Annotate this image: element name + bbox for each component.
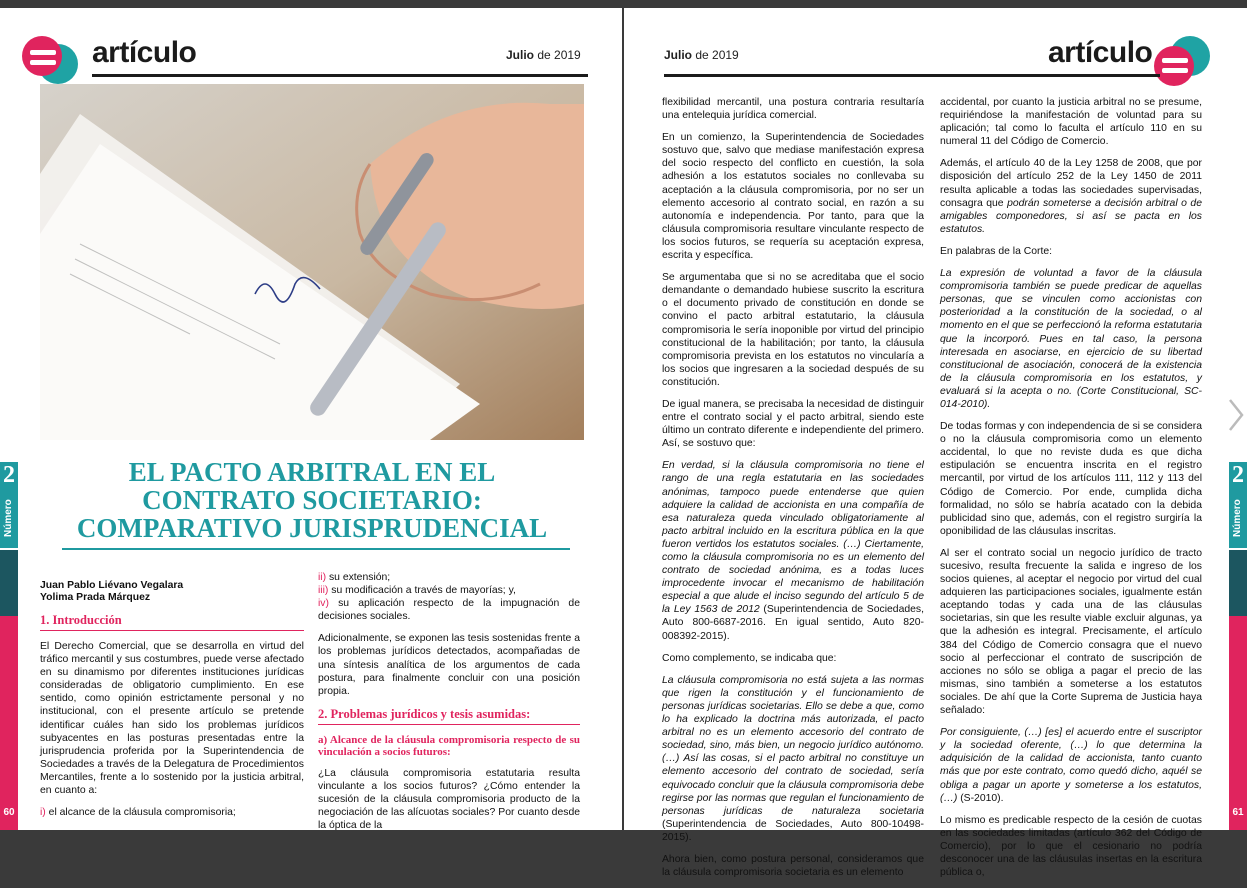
brand-name: artículo: [92, 36, 197, 69]
text-column-2: [318, 571, 580, 841]
list-item: iv) su aplicación respecto de la impugnación de decisiones sociales.: [318, 598, 580, 623]
side-band: [1229, 616, 1247, 830]
list-item: iii) su modificación a través de mayorías; y,: [318, 585, 516, 597]
paragraph: De igual manera, se precisaba la necesidad de distinguir entre el contrato social y el pacto arbitral, siendo este último un contrato diferente e independiente del primero. Así, se sostuvo que:: [662, 398, 924, 450]
quote: En verdad, si la cláusula compromisoria no tiene el rango de una regla estatutaria en las sociedades anónimas, tampoco puede entenderse que quien adquiere la calidad de accionista en una compañía de esa naturaleza queda vinculado obligatoriamente al pacto arbitral incluido en la escritura pública en la que fueron vertidos los estatutos sociales. (…) Ciertamente, como la cláusula compromisoria no es un elemento del contrato de sociedad anónima, es a todas luces improcedente invocar el mecanismo de habilitación especial a que alude el inciso segundo del artículo 5 de la Ley 1563 de 2012 (Superintendencia de Sociedades, Auto 800-6687-2016. En igual sentido, Auto 820-008392-2015).: [662, 460, 924, 642]
paragraph: En palabras de la Corte:: [940, 245, 1053, 257]
issue-label: Número: [1229, 488, 1247, 548]
page-number: 60: [3, 807, 15, 818]
quote: La cláusula compromisoria no está sujeta a las normas que rigen la constitución y el funcionamiento de personas jurídicas societarias. Ello se debe a que, como lo ha explicado la doctrina más autorizada, el pacto arbitral no es un elemento accesorio del contrato de sociedad, sino, más bien, un negocio jurídico autónomo. (…) Así las cosas, si el pacto arbitral no constituye un elemento accesorio del contrato de sociedad, sería equivocado concluir que la cláusula compromisoria debe regirse por las normas que regulan el funcionamiento de personas jurídicas de naturaleza societaria (Superintendencia de Sociedades, Auto 800-10498-2015).: [662, 674, 924, 843]
paragraph: Ahora bien, como postura personal, consideramos que la cláusula compromisoria societaria es un elemento: [662, 853, 924, 879]
left-page: [0, 8, 622, 830]
paragraph: En un comienzo, la Superintendencia de Sociedades sostuvo que, salvo que mediase manifestación expresa del socio respecto del conflicto en cuestión, la sola adhesión a los estatutos sociales no conllevaba su aceptación a la cláusula compromisoria, por no ser un elemento accesorio al contrato social, en razón a su autonomía e independencia. Por tanto, para que la cláusula compromisoria resultare vinculante respecto de los socios futuros, se requería su aceptación expresa, escrita y específica.: [662, 132, 924, 262]
chevron-right-icon[interactable]: [1228, 398, 1244, 432]
section-heading: 2. Problemas jurídicos y tesis asumidas:: [318, 707, 580, 725]
issue-number: 2: [0, 462, 18, 488]
issue-label: Número: [0, 488, 18, 548]
quote: Por consiguiente, (…) [es] el acuerdo entre el suscriptor y la sociedad oferente, (…) lo que determina la adquisición de la calidad de accionista, tanto cuanto más que por este contrato, como quedó dicho, aquél se obliga a pagar un aporte y someterse a los estatutos, (…) (S-2010).: [940, 727, 1202, 804]
side-band: [0, 550, 18, 616]
paragraph: flexibilidad mercantil, una postura contraria resultaría una entelequia jurídica comercial.: [662, 97, 924, 122]
list-item: i) el alcance de la cláusula compromisoria;: [40, 807, 236, 819]
subsection-heading: a) Alcance de la cláusula compromisoria respecto de su vinculación a socios futuros:: [318, 733, 580, 758]
article-title: EL PACTO ARBITRAL EN EL CONTRATO SOCIETARIO: COMPARATIVO JURISPRUDENCIAL: [76, 457, 548, 543]
issue-tab: [0, 462, 18, 548]
author-name: Yolima Prada Márquez: [40, 592, 151, 603]
issue-number: 2: [1229, 462, 1247, 488]
side-band: [0, 616, 18, 830]
quote: La expresión de voluntad a favor de la cláusula compromisoria también se puede predicar de aquellas personas, que se vinculen como accionistas con posterioridad a la constitución de la sociedad, o al momento en el que se perfeccionó la reforma estatutaria que la incorporó. Pues en tal caso, la persona interesada en asociarse, en ejercicio de su libertad constitucional de asociación, conocerá de la existencia de la cláusula compromisoria en los estatutos, y evaluará si la acepta o no. (Corte Constitucional, SC-014-2010).: [940, 268, 1202, 410]
text-column-3: [662, 96, 924, 888]
text-column-4: [940, 96, 1202, 888]
list-item: ii) su extensión;: [318, 572, 391, 583]
title-rule: [62, 548, 570, 550]
paragraph: Al ser el contrato social un negocio jurídico de tracto sucesivo, resulta frecuente la salida e ingreso de los socios quienes, al aceptar el negocio por virtud del cual adquieren las participaciones sociales, igualmente están aceptando todas y cada una de las cláusulas societarias, sin que les resulte viable excluir algunas, ya que la adhesión es integral. Precisamente, el artículo 384 del Código de Comercio consagra que el nuevo socio al perfeccionar el contrato de suscripción de acciones no sólo se obliga a pagar el precio de las mismas, sino también a someterse a los estatutos sociales. De ahí que la Corte Suprema de Justicia haya señalado:: [940, 547, 1202, 717]
paragraph: Adicionalmente, se exponen las tesis sostenidas frente a los problemas jurídicos detectados, acompañadas de una síntesis analítica de los argumentos de cada postura, para finalmente concluir con una posición propia.: [318, 633, 580, 697]
author-name: Juan Pablo Liévano Vegalara: [40, 580, 184, 591]
paragraph: accidental, por cuanto la justicia arbitral no se presume, requiriéndose la manifestación de voluntad para su aplicación; tal como lo faculta el artículo 110 en su numeral 11 del Código de Comercio.: [940, 97, 1202, 148]
text-column-1: [40, 580, 304, 819]
section-heading: 1. Introducción: [40, 613, 304, 631]
paragraph: De todas formas y con independencia de si se considera o no la cláusula compromisoria como un elemento accidental, lo que no reviste duda es que dicha estipulación se encuentra inscrita en el registro mercantil, por virtud de los artículos 111, 112 y 113 del Código de Comercio. Por ende, cumplida dicha formalidad, no sólo se habría acatado con la debida publicidad sino que, además, con el registro surgiría la oponibilidad de las cláusulas inscritas.: [940, 421, 1202, 537]
paragraph: Se argumentaba que si no se acreditaba que el socio demandante o demandado hubiese suscrito la escritura o el documento privado de constitución en donde se convino el pacto arbitral estatutario, la cláusula compromisoria le sería inoponible por virtud del principio constitucional de la habilitación; por tanto, la cláusula compromisoria prevista en los estatutos no vincularía a los socios que ingresaren a la sociedad después de su constitución.: [662, 272, 924, 388]
page-number: 61: [1232, 807, 1244, 818]
paragraph: Como complemento, se indicaba que:: [662, 652, 837, 664]
magazine-logo: [1154, 36, 1210, 92]
header-rule: [664, 74, 1160, 77]
issue-date: Julio de 2019: [506, 48, 581, 62]
authors: [40, 580, 304, 604]
issue-tab: [1229, 462, 1247, 548]
paragraph: Lo mismo es predicable respecto de la cesión de cuotas en las sociedades limitadas (artículo 362 del Código de Comercio), por lo que el cesionario no podría desconocer una de las cláusulas insertas en la escritura pública o,: [940, 814, 1202, 879]
brand-name: artículo: [1048, 36, 1153, 69]
right-page: [624, 8, 1247, 879]
issue-date: Julio de 2019: [664, 48, 739, 62]
side-band: [1229, 550, 1247, 616]
paragraph: ¿La cláusula compromisoria estatutaria resulta vinculante a los socios futuros? ¿Cómo entender la sucesión de la cláusula compromisoria producto de la negociación de las alícuotas sociales? Por cuanto desde la óptica de la: [318, 767, 580, 832]
paragraph: Además, el artículo 40 de la Ley 1258 de 2008, que por disposición del artículo 252 de la Ley 1450 de 2011 resulta aplicable a todas las sociedades supervisadas, consagra que podrán someterse a decisión arbitral o de amigables componedores, si así se pacta en los estatutos.: [940, 158, 1202, 235]
paragraph: El Derecho Comercial, que se desarrolla en virtud del tráfico mercantil y sus costumbres, puede verse afectado en su dinamismo por diferentes instituciones jurídicas consideradas de obligatorio cumplimiento. En ese sentido, como opinión estrictamente personal y no institucional, con el presente artículo se pretende identificar cuáles han sido los problemas jurídicos subyacentes en las posturas presentadas entre la jurisprudencia proferida por la Superintendencia de Sociedades a través de la Delegatura de Procedimientos Mercantiles, frente a lo sostenido por la justicia arbitral, en cuanto a:: [40, 641, 304, 797]
article-photo: [40, 84, 584, 440]
header-rule: [92, 74, 588, 77]
